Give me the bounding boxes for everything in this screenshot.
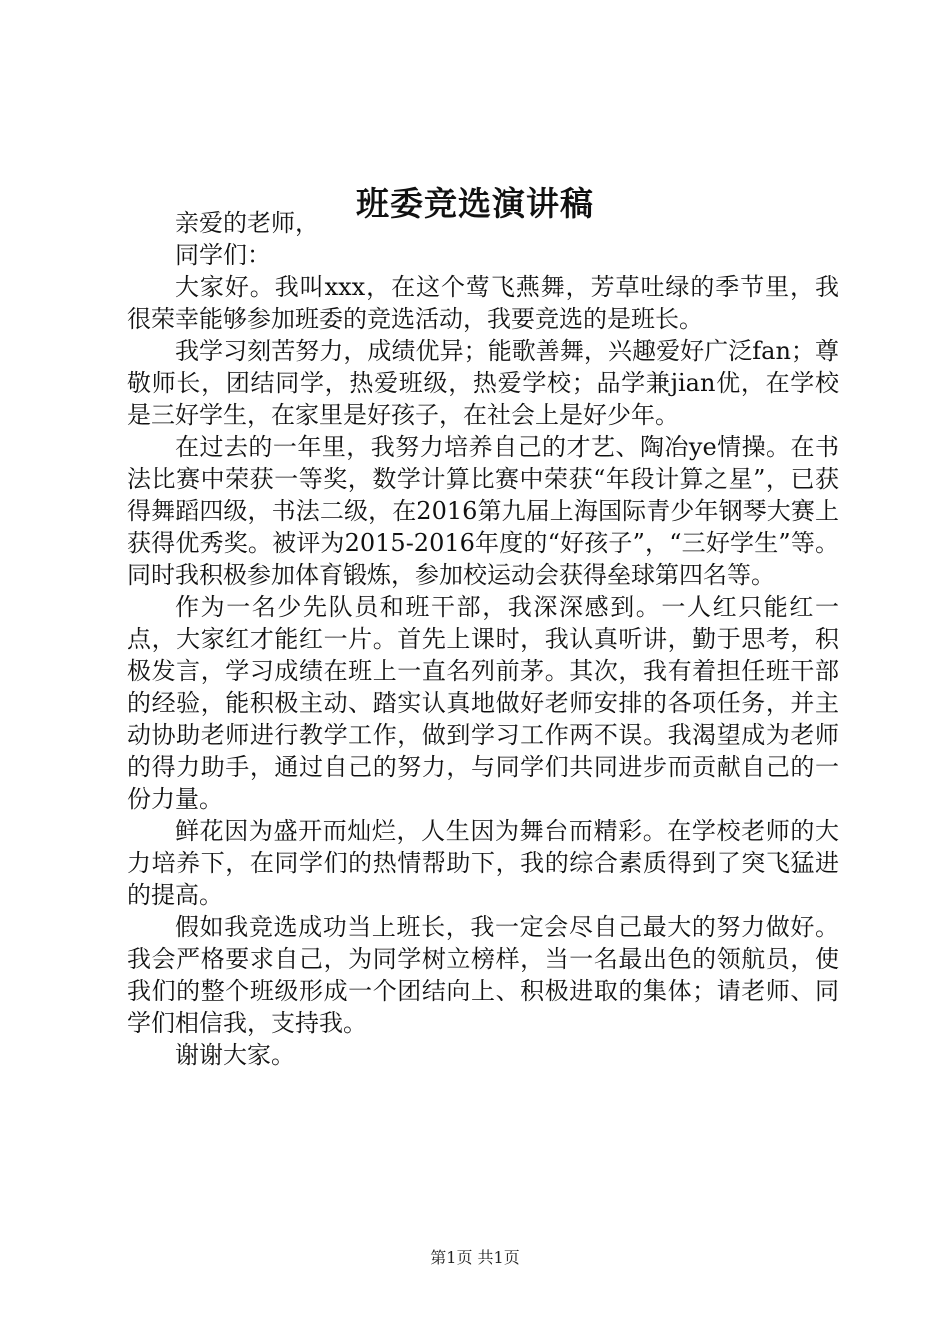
paragraph-salutation-2: 同学们： (175, 241, 271, 269)
page-footer: 第1页 共1页 (430, 1248, 520, 1267)
paragraph-intro: 大家好。我叫xxx，在这个莺飞燕舞，芳草吐绿的季节里，我很荣幸能够参加班委的竞选活动，我要竞选的是班长。 (127, 273, 839, 333)
paragraph-achievements: 在过去的一年里，我努力培养自己的才艺、陶冶ye情操。在书法比赛中荣获一等奖，数学计算比赛中荣获“年段计算之星”，已获得舞蹈四级，书法二级，在2016第九届上海国际青少年钢琴大赛上获得优秀奖。被评为2015-2016年度的“好孩子”，“三好学生”等。同时我积极参加体育锻炼，参加校运动会获得垒球第四名等。 (127, 433, 839, 589)
paragraph-growth: 鲜花因为盛开而灿烂，人生因为舞台而精彩。在学校老师的大力培养下，在同学们的热情帮助下，我的综合素质得到了突飞猛进的提高。 (127, 817, 839, 909)
paragraph-promise: 假如我竞选成功当上班长，我一定会尽自己最大的努力做好。我会严格要求自己，为同学树立榜样，当一名最出色的领航员，使我们的整个班级形成一个团结向上、积极进取的集体；请老师、同学们相信我，支持我。 (127, 913, 839, 1037)
document-body (127, 207, 839, 1071)
paragraph-qualities: 我学习刻苦努力，成绩优异；能歌善舞，兴趣爱好广泛fan；尊敬师长，团结同学，热爱班级，热爱学校；品学兼jian优，在学校是三好学生，在家里是好孩子，在社会上是好少年。 (127, 337, 839, 429)
paragraph-salutation-1: 亲爱的老师， (175, 209, 319, 237)
paragraph-thanks: 谢谢大家。 (175, 1041, 295, 1069)
document-title: 班委竞选演讲稿 (356, 184, 594, 223)
paragraph-experience: 作为一名少先队员和班干部，我深深感到。一人红只能红一点，大家红才能红一片。首先上课时，我认真听讲，勤于思考，积极发言，学习成绩在班上一直名列前茅。其次，我有着担任班干部的经验，能积极主动、踏实认真地做好老师安排的各项任务，并主动协助老师进行教学工作，做到学习工作两不误。我渴望成为老师的得力助手，通过自己的努力，与同学们共同进步而贡献自己的一份力量。 (127, 593, 839, 813)
